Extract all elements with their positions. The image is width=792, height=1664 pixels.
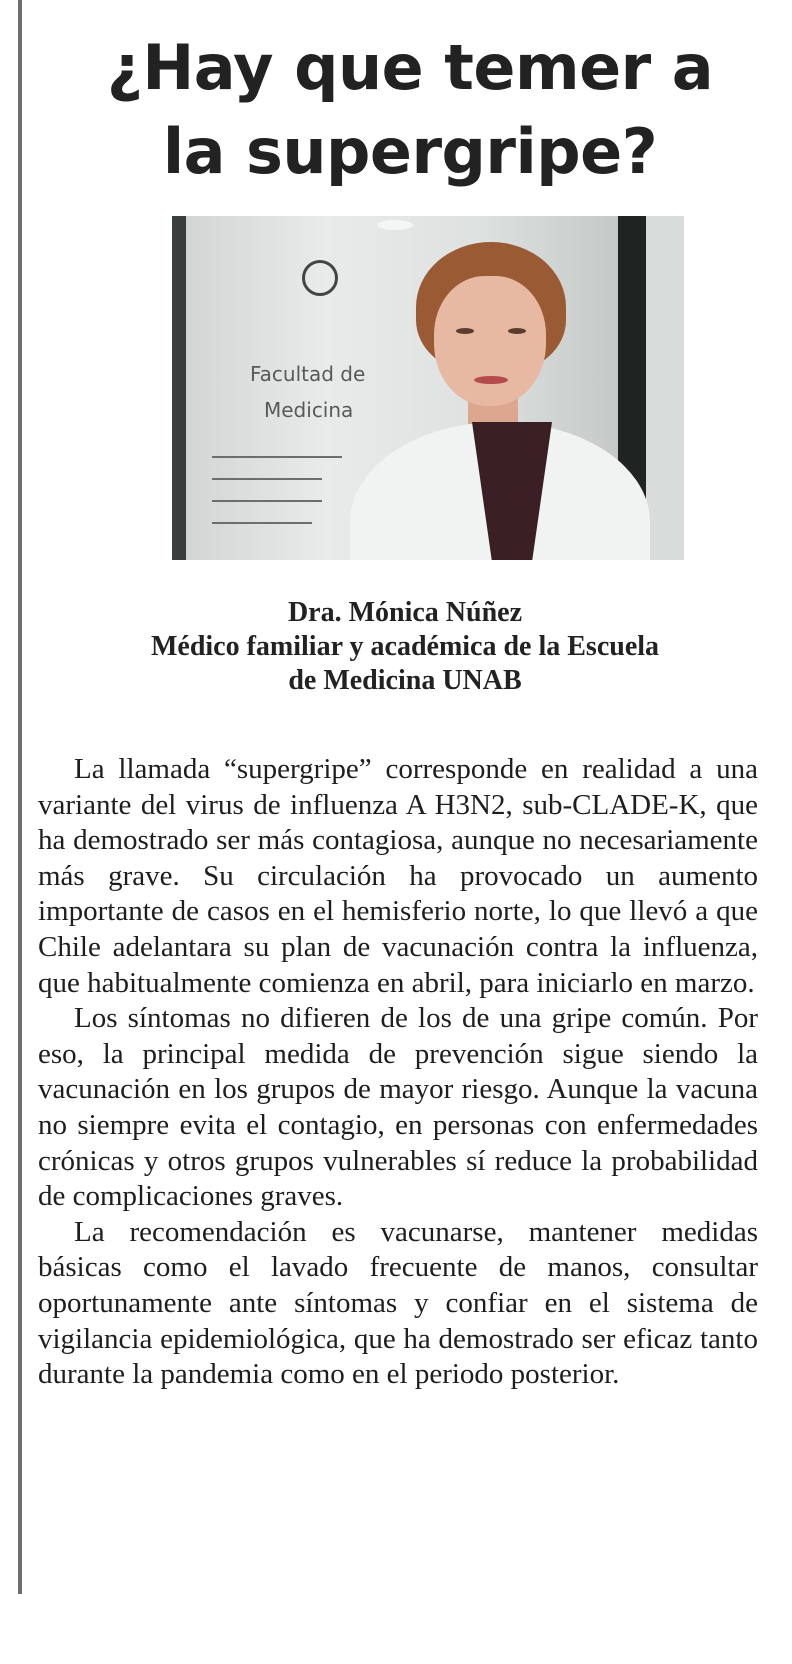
article-body [38, 752, 758, 1393]
author-byline [40, 596, 770, 698]
photo-sign-line [212, 478, 322, 480]
body-paragraph: Los síntomas no difieren de los de una gripe común. Por eso, la principal medida de prevención sigue siendo la vacunación en los grupos de mayor riesgo. Aunque la vacuna no siempre evita el contagio, en personas con enfermedades crónicas y otros grupos vulnerables sí reduce la probabilidad de complicaciones graves. [38, 1002, 758, 1213]
author-role-continued: de Medicina UNAB [288, 665, 522, 696]
author-role: Médico familiar y académica de la Escuela [150, 631, 660, 662]
portrait-face [434, 276, 546, 406]
article-title [60, 26, 760, 194]
photo-sign-medicine: Medicina [264, 398, 354, 422]
photo-wall [646, 216, 684, 560]
body-paragraph: La llamada “supergripe” corresponde en realidad a una variante del virus de influenza A H3N2, sub-CLADE-K, que ha demostrado ser más contagiosa, aunque no necesariamente más grave. Su circulación ha provocado un aumento importante de casos en el hemisferio norte, lo que llevó a que Chile adelantara su plan de vacunación contra la influenza, que habitualmente comienza en abril, para iniciarlo en marzo. [38, 753, 758, 999]
portrait-mouth [474, 376, 508, 384]
title-line-1: ¿Hay que temer a [106, 31, 714, 104]
author-name: Dra. Mónica Núñez [287, 597, 523, 628]
portrait-eye [456, 328, 474, 334]
photo-sign-line [212, 500, 322, 502]
photo-sign-faculty: Facultad de [250, 362, 366, 386]
author-photo [172, 216, 684, 560]
university-logo-icon [302, 260, 338, 296]
photo-sign-line [212, 522, 312, 524]
column-rule [18, 0, 22, 1594]
photo-sign-line [212, 456, 342, 458]
body-paragraph: La recomendación es vacunarse, mantener medidas básicas como el lavado frecuente de manos, consultar oportunamente ante síntomas y confiar en el sistema de vigilancia epidemiológica, que ha demostrado ser eficaz tanto durante la pandemia como en el periodo posterior. [38, 1215, 758, 1391]
title-line-2: la supergripe? [162, 115, 658, 188]
photo-ceiling-lamp [377, 220, 413, 230]
portrait-eye [508, 328, 526, 334]
photo-door-edge [172, 216, 186, 560]
